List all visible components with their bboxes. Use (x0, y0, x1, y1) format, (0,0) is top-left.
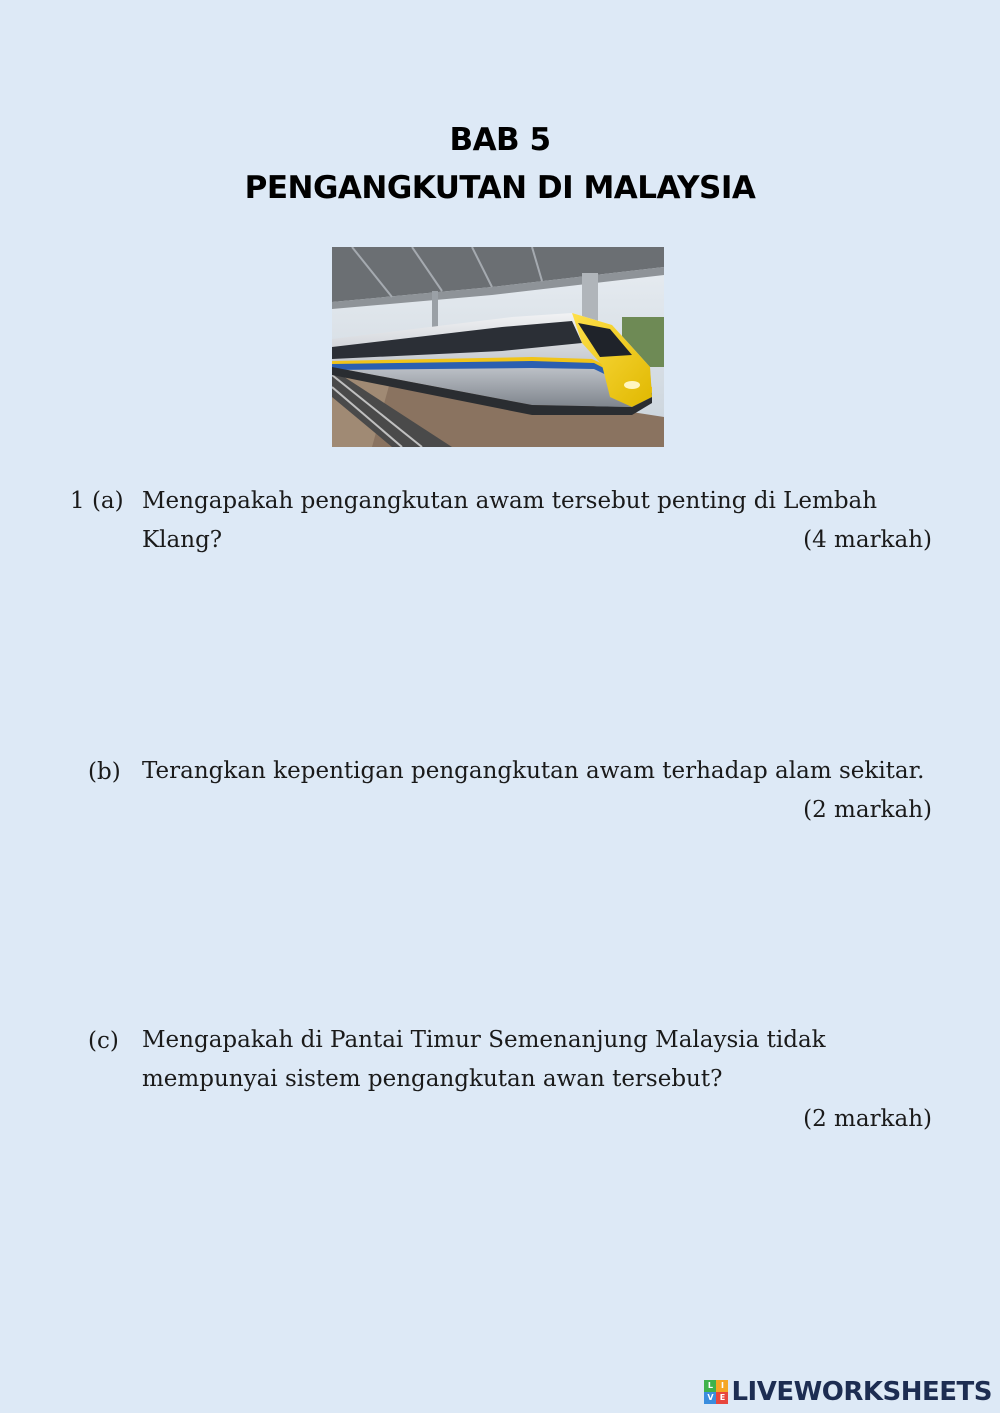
question-number: (b) (88, 759, 121, 785)
logo-text: LIVEWORKSHEETS (731, 1377, 992, 1407)
marks-label: (2 markah) (803, 797, 932, 823)
page-title: PENGANGKUTAN DI MALAYSIA (244, 170, 756, 206)
question-text: Terangkan kepentigan pengangkutan awam terhadap alam sekitar. (142, 758, 925, 784)
logo-letter: L (704, 1380, 716, 1392)
marks-label: (2 markah) (803, 1106, 932, 1132)
liveworksheets-logo (704, 1377, 992, 1407)
marks-label: (4 markah) (803, 527, 932, 553)
logo-letter: V (704, 1392, 716, 1404)
question-text: Mengapakah pengangkutan awam tersebut penting di Lembah Klang? (142, 488, 878, 553)
logo-letter: E (716, 1392, 728, 1404)
question-number: 1 (a) (70, 488, 124, 514)
live-logo-mark (704, 1380, 728, 1404)
train-photo (332, 247, 664, 447)
question-number: (c) (88, 1028, 119, 1054)
question-text: Mengapakah di Pantai Timur Semenanjung Malaysia tidak mempunyai sistem pengangkutan awan tersebut? (142, 1027, 826, 1092)
logo-letter: I (716, 1380, 728, 1392)
chapter-heading: BAB 5 (449, 122, 551, 158)
